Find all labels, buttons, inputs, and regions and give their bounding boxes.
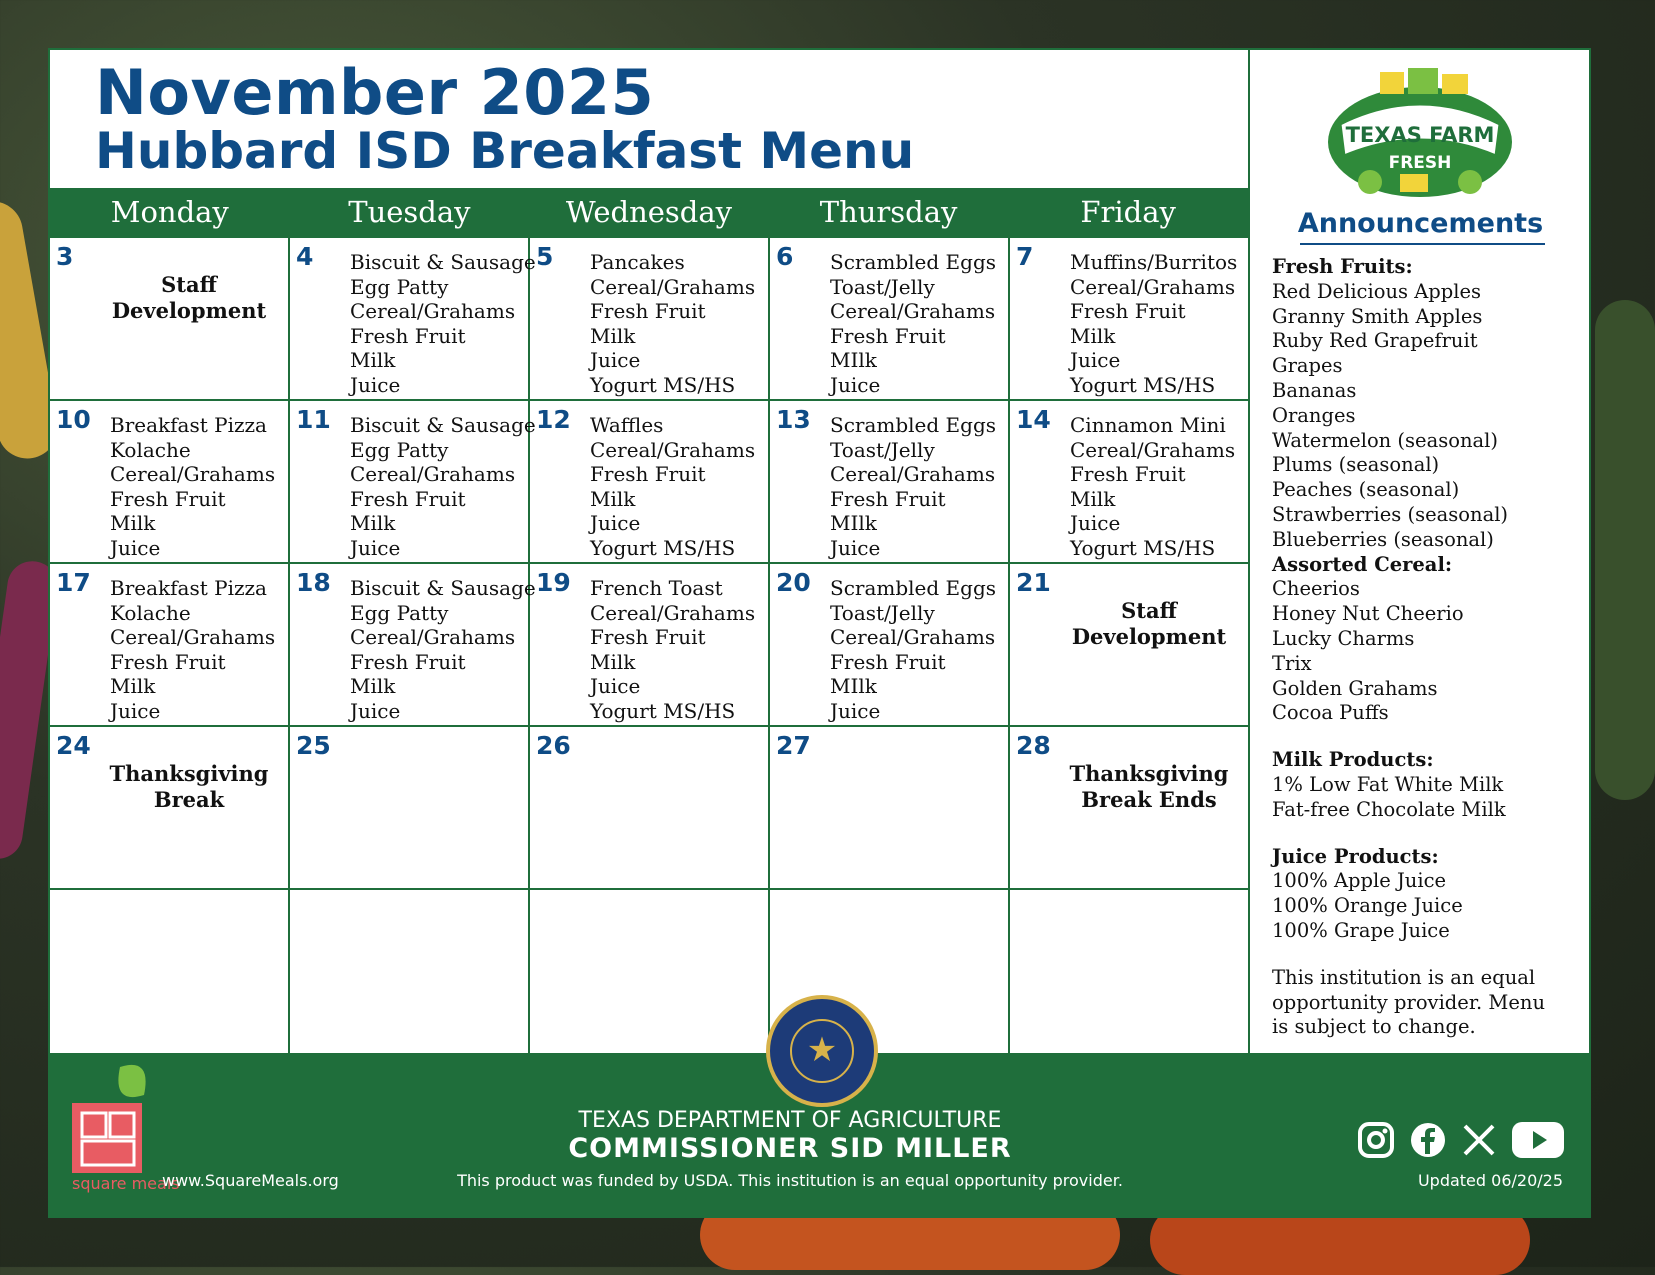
menu-item: Kolache — [110, 437, 191, 462]
background-carrot — [1595, 300, 1655, 800]
menu-item: MIlk — [830, 511, 877, 535]
list-item: Fat-free Chocolate Milk — [1272, 797, 1506, 821]
menu-item: Juice — [1070, 348, 1121, 372]
menu-item: Yogurt MS/HS — [590, 372, 736, 397]
date-number: 26 — [536, 731, 571, 760]
day-tuesday: Tuesday — [348, 195, 471, 229]
day-thursday: Thursday — [819, 195, 958, 229]
day-note-line: Break Ends — [1081, 787, 1217, 812]
menu-items — [830, 413, 996, 560]
calendar-cell — [50, 401, 290, 564]
menu-item: Cereal/Grahams — [1070, 437, 1236, 462]
menu-item: Egg Patty — [350, 600, 449, 625]
menu-item: Cereal/Grahams — [350, 625, 516, 649]
menu-item: Milk — [1070, 486, 1116, 511]
menu-items — [350, 576, 536, 723]
menu-item: Milk — [110, 674, 156, 698]
list-item: Cheerios — [1272, 577, 1360, 601]
menu-item: Yogurt MS/HS — [590, 535, 736, 560]
menu-item: Breakfast Pizza — [110, 413, 267, 437]
menu-item: Biscuit & Sausage — [350, 576, 536, 600]
menu-item: Toast/Jelly — [830, 274, 935, 299]
x-icon[interactable] — [1461, 1122, 1497, 1158]
title-area — [50, 50, 1248, 185]
day-note-line: Thanksgiving — [1069, 761, 1229, 786]
texas-farm-fresh-logo — [1320, 64, 1520, 204]
menu-item: Fresh Fruit — [110, 486, 226, 511]
svg-text:TEXAS FARM: TEXAS FARM — [1345, 123, 1495, 147]
date-number: 21 — [1016, 568, 1051, 597]
menu-item: Juice — [590, 674, 641, 698]
footer — [50, 1030, 1591, 1218]
svg-text:FRESH: FRESH — [1388, 153, 1452, 173]
menu-item: Yogurt MS/HS — [1070, 535, 1216, 560]
list-item: Trix — [1272, 651, 1312, 675]
menu-item: Toast/Jelly — [830, 437, 935, 462]
calendar-cell — [50, 238, 290, 401]
list-item: Lucky Charms — [1272, 626, 1415, 650]
menu-item: Juice — [350, 535, 401, 560]
menu-item: Cereal/Grahams — [110, 462, 276, 486]
commissioner-name: COMMISSIONER SID MILLER — [568, 1133, 1012, 1164]
website-link[interactable]: www.SquareMeals.org — [162, 1171, 339, 1190]
menu-item: Breakfast Pizza — [110, 576, 267, 600]
menu-item: Fresh Fruit — [1070, 462, 1186, 486]
section-heading: Juice Products: — [1272, 844, 1439, 868]
list-item: Cocoa Puffs — [1272, 701, 1389, 725]
calendar-cell — [1010, 727, 1248, 890]
list-item: Grapes — [1272, 354, 1343, 378]
list-item: Watermelon (seasonal) — [1272, 428, 1498, 452]
date-number: 27 — [776, 731, 811, 760]
menu-item: Fresh Fruit — [350, 323, 466, 348]
menu-item: Scrambled Eggs — [830, 250, 997, 274]
section-heading: Milk Products: — [1272, 748, 1434, 772]
menu-item: Biscuit & Sausage — [350, 250, 536, 274]
spacer — [1272, 944, 1545, 966]
menu-item: Kolache — [110, 600, 191, 625]
menu-item: Egg Patty — [350, 437, 449, 462]
date-number: 4 — [296, 242, 314, 271]
menu-item: Fresh Fruit — [590, 625, 706, 649]
list-item: Blueberries (seasonal) — [1272, 527, 1494, 551]
menu-items — [590, 250, 755, 397]
menu-item: Juice — [110, 698, 161, 723]
menu-item: Cereal/Grahams — [350, 462, 516, 486]
menu-item: Cereal/Grahams — [830, 462, 996, 486]
menu-item: Juice — [590, 511, 641, 535]
menu-item: Milk — [590, 649, 636, 674]
menu-item: Biscuit & Sausage — [350, 413, 536, 437]
list-item: 100% Apple Juice — [1272, 869, 1447, 893]
menu-item: Cereal/Grahams — [350, 299, 516, 323]
calendar-cell — [290, 727, 530, 890]
menu-items — [830, 250, 996, 397]
list-item: 100% Grape Juice — [1272, 918, 1450, 942]
spacer — [1272, 823, 1545, 845]
day-note-line: Development — [111, 298, 267, 323]
menu-item: Milk — [350, 348, 396, 372]
list-item: 1% Low Fat White Milk — [1272, 772, 1504, 796]
tda-seal-icon — [766, 995, 878, 1107]
announcements-title: Announcements — [1297, 208, 1544, 239]
menu-item: Cereal/Grahams — [590, 600, 756, 625]
date-number: 12 — [536, 405, 571, 434]
calendar-cell — [50, 727, 290, 890]
calendar-cell — [530, 401, 770, 564]
calendar-cell — [530, 890, 770, 1053]
date-number: 25 — [296, 731, 331, 760]
list-item: 100% Orange Juice — [1272, 894, 1463, 918]
menu-item: Juice — [350, 698, 401, 723]
date-number: 17 — [56, 568, 91, 597]
menu-item: Cereal/Grahams — [110, 625, 276, 649]
date-number: 6 — [776, 242, 794, 271]
list-item: Honey Nut Cheerio — [1272, 602, 1464, 626]
menu-item: Milk — [590, 323, 636, 348]
announcements-panel — [1248, 50, 1591, 1053]
date-number: 19 — [536, 568, 571, 597]
weekday-header — [50, 188, 1248, 238]
list-item: Peaches (seasonal) — [1272, 478, 1460, 502]
list-item: Golden Grahams — [1272, 676, 1438, 700]
menu-item: Muffins/Burritos — [1070, 250, 1238, 274]
menu-item: MIlk — [830, 348, 877, 372]
day-note — [1050, 761, 1248, 813]
disclaimer-line: This institution is an equal — [1272, 965, 1536, 989]
calendar-cell — [50, 564, 290, 727]
day-note-line: Staff — [1121, 598, 1177, 623]
menu-items — [1070, 250, 1237, 397]
date-number: 5 — [536, 242, 554, 271]
calendar-cell — [290, 238, 536, 401]
star-icon: ★ — [790, 1019, 854, 1083]
calendar-cell — [530, 564, 770, 727]
day-note — [90, 272, 288, 324]
youtube-icon[interactable] — [1511, 1121, 1565, 1159]
menu-item: French Toast — [590, 576, 723, 600]
day-note — [90, 761, 288, 813]
calendar-cell — [290, 401, 536, 564]
menu-item: Cereal/Grahams — [590, 437, 756, 462]
menu-item: Fresh Fruit — [590, 462, 706, 486]
menu-item: Fresh Fruit — [590, 299, 706, 323]
list-item: Red Delicious Apples — [1272, 279, 1482, 303]
day-friday: Friday — [1080, 195, 1176, 229]
disclaimer-line: is subject to change. — [1272, 1015, 1476, 1039]
menu-item: Waffles — [590, 413, 664, 437]
agency-name: TEXAS DEPARTMENT OF AGRICULTURE — [578, 1108, 1002, 1133]
menu-item: Juice — [830, 372, 881, 397]
menu-item: Milk — [350, 674, 396, 698]
menu-item: MIlk — [830, 674, 877, 698]
instagram-icon[interactable] — [1357, 1121, 1395, 1159]
menu-item: Milk — [110, 511, 156, 535]
day-note-line: Thanksgiving — [109, 761, 269, 786]
updated-date: Updated 06/20/25 — [1417, 1171, 1563, 1190]
calendar-cell — [770, 238, 1010, 401]
menu-item: Fresh Fruit — [830, 323, 946, 348]
menu-item: Fresh Fruit — [830, 486, 946, 511]
calendar-cell — [530, 727, 770, 890]
menu-item: Fresh Fruit — [830, 649, 946, 674]
menu-items — [1070, 413, 1235, 560]
date-number: 24 — [56, 731, 91, 760]
calendar-cell — [1010, 238, 1248, 401]
date-number: 28 — [1016, 731, 1051, 760]
page-subtitle: Hubbard ISD Breakfast Menu — [95, 122, 915, 180]
calendar-cell — [290, 564, 536, 727]
day-note-line: Break — [153, 787, 225, 812]
menu-item: Cinnamon Mini — [1070, 413, 1226, 437]
menu-item: Juice — [830, 698, 881, 723]
announcements-list — [1272, 255, 1545, 1040]
menu-items — [830, 576, 996, 723]
spacer — [1272, 726, 1545, 748]
menu-item: Toast/Jelly — [830, 600, 935, 625]
date-number: 10 — [56, 405, 91, 434]
menu-item: Fresh Fruit — [350, 649, 466, 674]
calendar-cell — [1010, 564, 1248, 727]
day-monday: Monday — [110, 195, 229, 229]
section-heading: Assorted Cereal: — [1272, 552, 1453, 576]
page-title: November 2025 — [95, 56, 655, 129]
menu-item: Cereal/Grahams — [830, 299, 996, 323]
menu-item: Scrambled Eggs — [830, 413, 997, 437]
calendar-cell — [1010, 401, 1248, 564]
date-number: 13 — [776, 405, 811, 434]
day-note — [1050, 598, 1248, 650]
calendar-cell — [770, 727, 1010, 890]
day-note-line: Staff — [161, 272, 217, 297]
menu-items — [590, 413, 755, 560]
menu-item: Juice — [110, 535, 161, 560]
list-item: Ruby Red Grapefruit — [1272, 329, 1478, 353]
list-item: Granny Smith Apples — [1272, 304, 1483, 328]
menu-item: Cereal/Grahams — [1070, 274, 1236, 299]
funding-statement: This product was funded by USDA. This institution is an equal opportunity provider. — [457, 1171, 1123, 1190]
list-item: Oranges — [1272, 403, 1356, 427]
menu-item: Juice — [350, 372, 401, 397]
calendar-cell — [770, 401, 1010, 564]
menu-items — [350, 413, 536, 560]
menu-item: Fresh Fruit — [350, 486, 466, 511]
facebook-icon[interactable] — [1409, 1121, 1447, 1159]
menu-item: Cereal/Grahams — [830, 625, 996, 649]
menu-item: Scrambled Eggs — [830, 576, 997, 600]
calendar-grid — [50, 238, 1248, 1053]
calendar-cell — [530, 238, 770, 401]
menu-item: Yogurt MS/HS — [590, 698, 736, 723]
menu-item: Fresh Fruit — [110, 649, 226, 674]
date-number: 14 — [1016, 405, 1051, 434]
list-item: Plums (seasonal) — [1272, 453, 1440, 477]
date-number: 18 — [296, 568, 331, 597]
menu-item: Milk — [350, 511, 396, 535]
announcements-underline — [1300, 243, 1545, 245]
date-number: 7 — [1016, 242, 1034, 271]
menu-items — [110, 413, 275, 560]
list-item: Strawberries (seasonal) — [1272, 502, 1509, 526]
list-item: Bananas — [1272, 378, 1357, 402]
menu-item: Milk — [590, 486, 636, 511]
social-icons — [1357, 1121, 1565, 1159]
menu-item: Pancakes — [590, 250, 685, 274]
svg-text:square meals: square meals — [72, 1174, 180, 1193]
menu-sheet — [48, 48, 1591, 1218]
day-wednesday: Wednesday — [565, 195, 733, 229]
menu-item: Fresh Fruit — [1070, 299, 1186, 323]
menu-item: Cereal/Grahams — [590, 274, 756, 299]
menu-item: Yogurt MS/HS — [1070, 372, 1216, 397]
date-number: 11 — [296, 405, 331, 434]
section-heading: Fresh Fruits: — [1272, 255, 1413, 278]
menu-item: Juice — [590, 348, 641, 372]
calendar-cell — [1010, 890, 1248, 1053]
calendar-cell — [770, 564, 1010, 727]
menu-items — [350, 250, 536, 397]
menu-items — [590, 576, 755, 723]
day-note-line: Development — [1071, 624, 1227, 649]
menu-item: Juice — [1070, 511, 1121, 535]
disclaimer-line: opportunity provider. Menu — [1272, 990, 1546, 1014]
menu-item: Juice — [830, 535, 881, 560]
menu-item: Milk — [1070, 323, 1116, 348]
calendar-cell — [50, 890, 290, 1053]
date-number: 3 — [56, 242, 74, 271]
date-number: 20 — [776, 568, 811, 597]
calendar-cell — [290, 890, 530, 1053]
menu-item: Egg Patty — [350, 274, 449, 299]
menu-items — [110, 576, 275, 723]
